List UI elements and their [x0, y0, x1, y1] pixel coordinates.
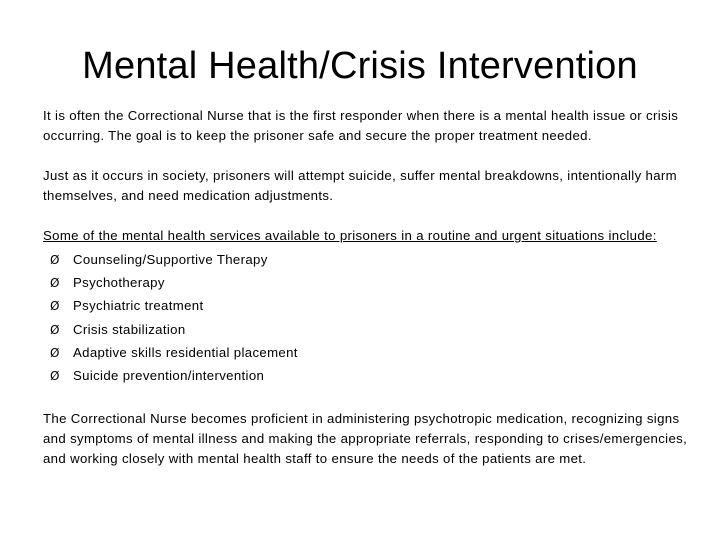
list-item	[43, 294, 688, 317]
services-intro	[43, 226, 688, 246]
list-item	[43, 271, 688, 294]
list-item-label: Psychiatric treatment	[73, 298, 204, 314]
list-item	[43, 341, 688, 364]
list-item-label: Crisis stabilization	[73, 321, 186, 337]
list-item-label: Psychotherapy	[73, 275, 165, 291]
arrow-bullet-icon: Ø	[50, 276, 60, 291]
arrow-bullet-icon: Ø	[50, 322, 60, 337]
services-intro-text: Some of the mental health services available to prisoners in a routine and urgent situations include	[43, 228, 653, 243]
list-item-label: Suicide prevention/intervention	[73, 367, 265, 383]
arrow-bullet-icon: Ø	[50, 299, 60, 314]
arrow-bullet-icon: Ø	[50, 345, 60, 360]
paragraph-first-responder: It is often the Correctional Nurse that is the first responder when there is a mental health issue or crisis occurring. The goal is to keep the prisoner safe and secure the proper treatment needed.	[43, 108, 679, 143]
slide-body	[43, 106, 688, 469]
arrow-bullet-icon: Ø	[50, 368, 60, 383]
list-item	[43, 364, 688, 387]
list-item	[43, 248, 688, 271]
list-item-label: Adaptive skills residential placement	[73, 344, 298, 360]
paragraph-closing: The Correctional Nurse becomes proficient in administering psychotropic medication, recognizing signs and symptoms of mental illness and making the appropriate referrals, responding to crises/emergencies, and working closely with mental health staff to ensure the needs of the patients are met.	[43, 411, 688, 467]
list-item	[43, 318, 688, 341]
services-intro-colon: :	[652, 228, 657, 243]
paragraph-prisoner-behaviors: Just as it occurs in society, prisoners will attempt suicide, suffer mental breakdowns, intentionally harm themselves, and need medication adjustments.	[43, 168, 677, 203]
services-list	[43, 248, 688, 387]
arrow-bullet-icon: Ø	[50, 253, 60, 267]
slide-title: Mental Health/Crisis Intervention	[82, 45, 638, 87]
list-item-label: Counseling/Supportive Therapy	[73, 252, 268, 267]
